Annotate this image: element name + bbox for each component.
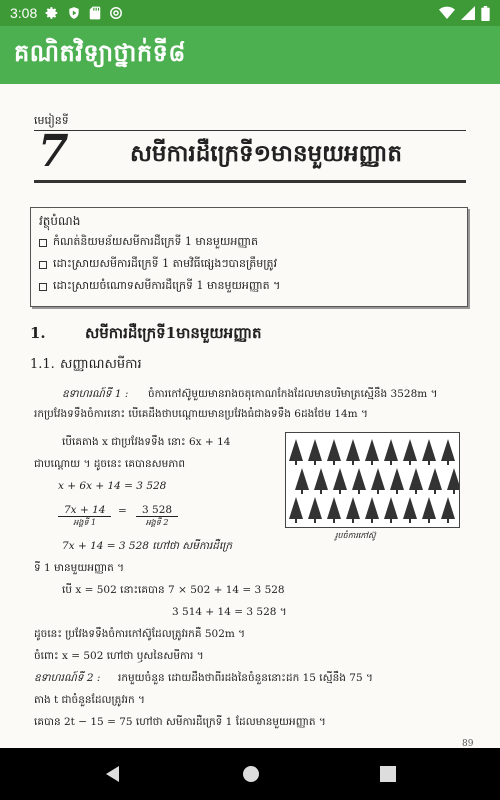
objective-item xyxy=(39,235,459,251)
lesson-title: សមីការដឺក្រេទី១មានមួយអញ្ញាត xyxy=(130,140,403,167)
sd-card-icon xyxy=(89,6,101,20)
status-bar xyxy=(0,0,500,26)
status-left xyxy=(10,5,123,21)
example-1-text: ចំការកៅស៊ូមួយមានរាងចតុកោណកែងដែលមានបរិមាត្រស្មើនឹង 3528m ។ xyxy=(148,388,438,400)
wifi-icon xyxy=(439,6,455,20)
tree-icon xyxy=(384,439,398,465)
section-heading-1 xyxy=(30,324,261,346)
lesson-title-underline xyxy=(34,180,466,183)
gear-icon xyxy=(45,6,59,20)
objective-text: កំណត់និយមន័យសមីការដឺក្រេទី 1 មានមួយអញ្ញាត xyxy=(53,235,259,248)
equation-side-left xyxy=(58,504,111,529)
recents-icon[interactable] xyxy=(379,765,397,783)
status-time: 3:08 xyxy=(10,5,38,21)
back-icon[interactable] xyxy=(103,764,123,784)
example-2-label: ឧទាហរណ៍ទី 2 : xyxy=(34,672,101,684)
tree-icon xyxy=(403,497,417,523)
navigation-bar xyxy=(0,748,500,800)
paragraph-line: តាង t ជាចំនួនដែលត្រូវរក ។ xyxy=(34,694,145,706)
tree-icon xyxy=(441,497,455,523)
objective-item xyxy=(39,257,459,273)
equation-side-right xyxy=(136,504,178,529)
example-1-label: ឧទាហរណ៍ទី 1 : xyxy=(62,388,129,400)
tree-icon xyxy=(371,468,385,494)
example-1-text: រកប្រវែងទទឹងចំការនោះ បើគេដឹងថាបណ្តោយមានប្រវែងធំជាងទទឹង 6ដងថែម 14m ។ xyxy=(34,408,368,420)
objective-text: ដោះស្រាយចំណោទសមីការដឺក្រេទី 1 មានមួយអញ្ញាត ។ xyxy=(53,279,281,292)
paragraph-line: ជាបណ្តោយ ។ ដូចនេះ គេបានសមភាព xyxy=(34,458,186,470)
lesson-label: មេរៀនទី xyxy=(34,114,69,127)
document-content xyxy=(0,84,500,748)
tree-icon xyxy=(346,439,360,465)
section-heading-1-1 xyxy=(30,356,142,375)
document-page[interactable] xyxy=(0,84,500,748)
equation-side-value: 3 528 xyxy=(136,504,178,517)
lesson-number: 7 xyxy=(38,126,69,177)
equation-side-value: 7x + 14 xyxy=(58,504,111,517)
tree-icon xyxy=(365,439,379,465)
tree-icon xyxy=(422,497,436,523)
tree-icon xyxy=(365,497,379,523)
equation: 3 514 + 14 = 3 528 ។ xyxy=(172,606,287,618)
tree-icon xyxy=(289,497,303,523)
equals-sign: = xyxy=(118,505,127,517)
figure-caption: រូបចំការកៅស៊ូ xyxy=(335,531,376,540)
tree-icon xyxy=(390,468,404,494)
tree-icon xyxy=(384,497,398,523)
tree-icon xyxy=(314,468,328,494)
status-right xyxy=(439,6,490,21)
rubber-plantation-figure xyxy=(285,432,460,528)
paragraph-line: ដូចនេះ ប្រវែងទទឹងចំការកៅស៊ូដែលត្រូវរកគឺ 502m ។ xyxy=(34,628,246,640)
equation: 7x + 14 = 3 528 ហៅថា សមីការដឺក្រេ xyxy=(62,540,233,552)
section-title: សមីការដឺក្រេទី1មានមួយអញ្ញាត xyxy=(85,324,262,342)
section-number: 1.1. xyxy=(30,357,55,372)
section-title: សញ្ញាណសមីការ xyxy=(60,357,142,372)
home-icon[interactable] xyxy=(241,764,261,784)
paragraph-line: បើ x = 502 នោះគេបាន 7 × 502 + 14 = 3 528 xyxy=(62,584,285,596)
objective-text: ដោះស្រាយសមីការដឺក្រេទី 1 តាមវិធីផ្សេងៗបានត្រឹមត្រូវ xyxy=(53,257,278,270)
paragraph-line: ចំពោះ x = 502 ហៅថា ឫសនៃសមីការ ។ xyxy=(34,650,204,662)
tree-icon xyxy=(327,439,341,465)
tree-icon xyxy=(289,439,303,465)
tree-icon xyxy=(352,468,366,494)
tree-icon xyxy=(422,439,436,465)
paragraph-line: គេបាន 2t − 15 = 75 ហៅថា សមីការដឺក្រេទី 1 ដែលមានមួយអញ្ញាត ។ xyxy=(34,716,326,728)
shield-play-icon xyxy=(67,6,81,20)
tree-icon xyxy=(308,439,322,465)
objectives-title: វត្ថុបំណង xyxy=(39,214,81,228)
battery-icon xyxy=(481,6,490,21)
tree-icon xyxy=(308,497,322,523)
signal-icon xyxy=(461,6,475,20)
app-bar xyxy=(0,26,500,84)
tree-icon xyxy=(327,497,341,523)
example-2-text: រកមួយចំនួន ដោយដឹងថាពីរដងនៃចំនួននោះដក 15 ស្មើនឹង 75 ។ xyxy=(118,672,373,684)
checkbox-icon xyxy=(39,239,47,247)
tree-icon xyxy=(441,439,455,465)
section-number: 1. xyxy=(30,324,46,342)
tree-icon xyxy=(403,439,417,465)
at-sign-icon xyxy=(109,6,123,20)
app-title: គណិតវិទ្យាថ្នាក់ទី៨ xyxy=(14,38,186,67)
checkbox-icon xyxy=(39,261,47,269)
tree-icon xyxy=(447,468,459,494)
equation-side-caption: អង្គទី 1 xyxy=(73,518,97,527)
tree-icon xyxy=(409,468,423,494)
tree-icon xyxy=(333,468,347,494)
tree-icon xyxy=(295,468,309,494)
tree-grid-illustration xyxy=(286,433,459,527)
checkbox-icon xyxy=(39,283,47,291)
tree-icon xyxy=(346,497,360,523)
objectives-box xyxy=(30,207,468,307)
tree-icon xyxy=(428,468,442,494)
equation: x + 6x + 14 = 3 528 xyxy=(58,480,167,492)
lesson-divider xyxy=(34,130,466,131)
page-number: 89 xyxy=(462,739,474,748)
paragraph-line: បើគេតាង x ជាប្រវែងទទឹង នោះ 6x + 14 xyxy=(62,436,231,448)
objective-item xyxy=(39,279,459,295)
equation-side-caption: អង្គទី 2 xyxy=(145,518,169,527)
paragraph-line: ទី 1 មានមួយអញ្ញាត ។ xyxy=(34,562,125,574)
